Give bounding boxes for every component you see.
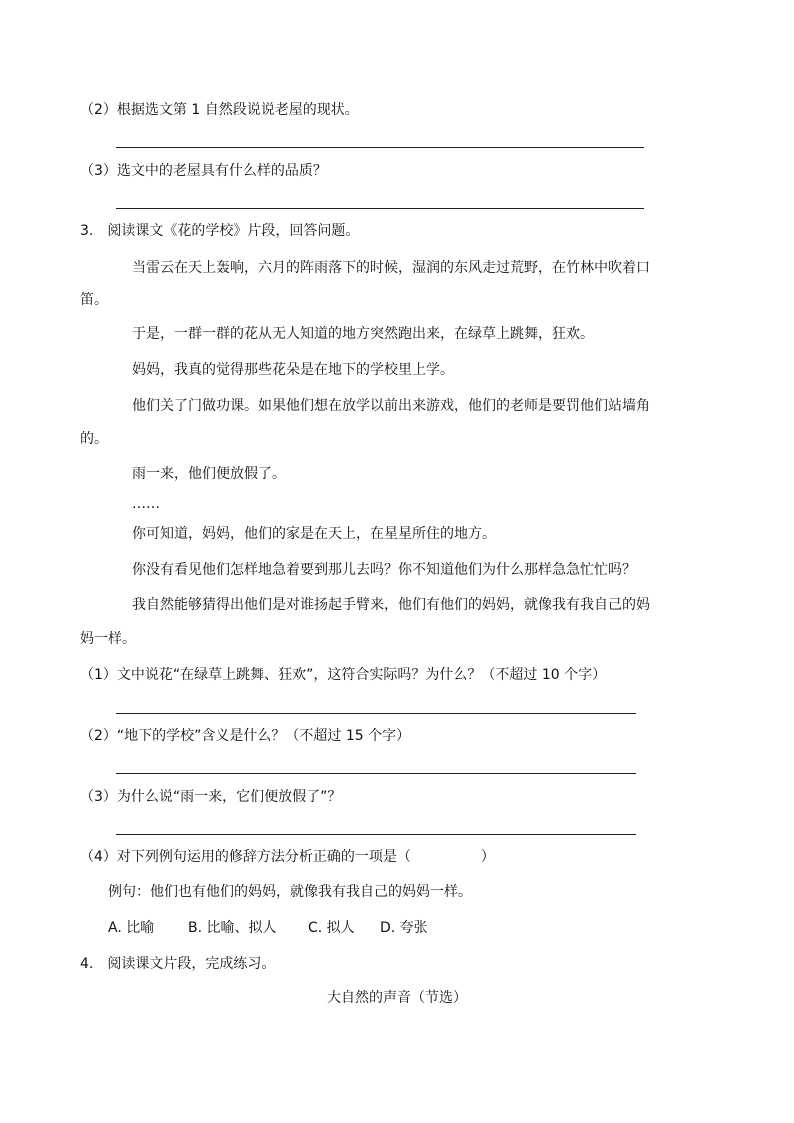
section-4-heading: 4. 阅读课文片段，完成练习。	[80, 956, 276, 972]
question-3-4	[80, 847, 495, 867]
section-4-title: 大自然的声音（节选）	[327, 990, 467, 1006]
passage-line: 妈妈，我真的觉得那些花朵是在地下的学校里上学。	[132, 362, 454, 378]
answer-line	[116, 834, 636, 835]
passage-line: 雨一来，他们便放假了。	[132, 466, 286, 482]
passage-line: 笛。	[80, 292, 108, 308]
passage-line: 我自然能够猜得出他们是对谁扬起手臂来，他们有他们的妈妈，就像我有我自己的妈	[132, 597, 650, 613]
passage-line: 于是，一群一群的花从无人知道的地方突然跑出来，在绿草上跳舞，狂欢。	[132, 326, 594, 342]
option-a[interactable]: A. 比喻	[108, 920, 155, 936]
passage-ellipsis: ……	[132, 496, 160, 512]
option-d[interactable]: D. 夸张	[380, 920, 428, 936]
passage-line: 他们关了门做功课。如果他们想在放学以前出来游戏，他们的老师是要罚他们站墙角	[132, 398, 650, 414]
section-3-heading: 3. 阅读课文《花的学校》片段，回答问题。	[80, 223, 360, 239]
answer-line	[116, 147, 644, 148]
answer-line	[116, 773, 636, 774]
option-b[interactable]: B. 比喻、拟人	[188, 920, 277, 936]
question-3-4-suffix: ）	[480, 849, 495, 865]
options-row	[108, 918, 440, 938]
passage-line: 你没有看见他们怎样地急着要到那儿去吗？你不知道他们为什么那样急急忙忙吗？	[132, 562, 636, 578]
answer-line	[116, 713, 636, 714]
question-3-1: （1）文中说花“在绿草上跳舞、狂欢”，这符合实际吗？为什么？（不超过 10 个字）	[80, 667, 607, 683]
question-2-2: （2）根据选文第 1 自然段说说老屋的现状。	[80, 102, 359, 118]
example-sentence: 例句：他们也有他们的妈妈，就像我有我自己的妈妈一样。	[108, 884, 472, 900]
question-2-3: （3）选文中的老屋具有什么样的品质？	[80, 163, 327, 179]
passage-line: 的。	[80, 431, 108, 447]
answer-line	[116, 208, 644, 209]
passage-line: 你可知道，妈妈，他们的家是在天上，在星星所住的地方。	[132, 526, 496, 542]
question-3-3: （3）为什么说“雨一来，它们便放假了”？	[80, 789, 342, 805]
passage-line: 妈一样。	[80, 631, 136, 647]
question-3-4-prefix: （4）对下列例句运用的修辞方法分析正确的一项是（	[80, 849, 411, 865]
passage-line: 当雷云在天上轰响，六月的阵雨落下的时候，湿润的东风走过荒野，在竹林中吹着口	[132, 260, 650, 276]
option-c[interactable]: C. 拟人	[308, 920, 355, 936]
question-3-2: （2）“地下的学校”含义是什么？（不超过 15 个字）	[80, 728, 411, 744]
